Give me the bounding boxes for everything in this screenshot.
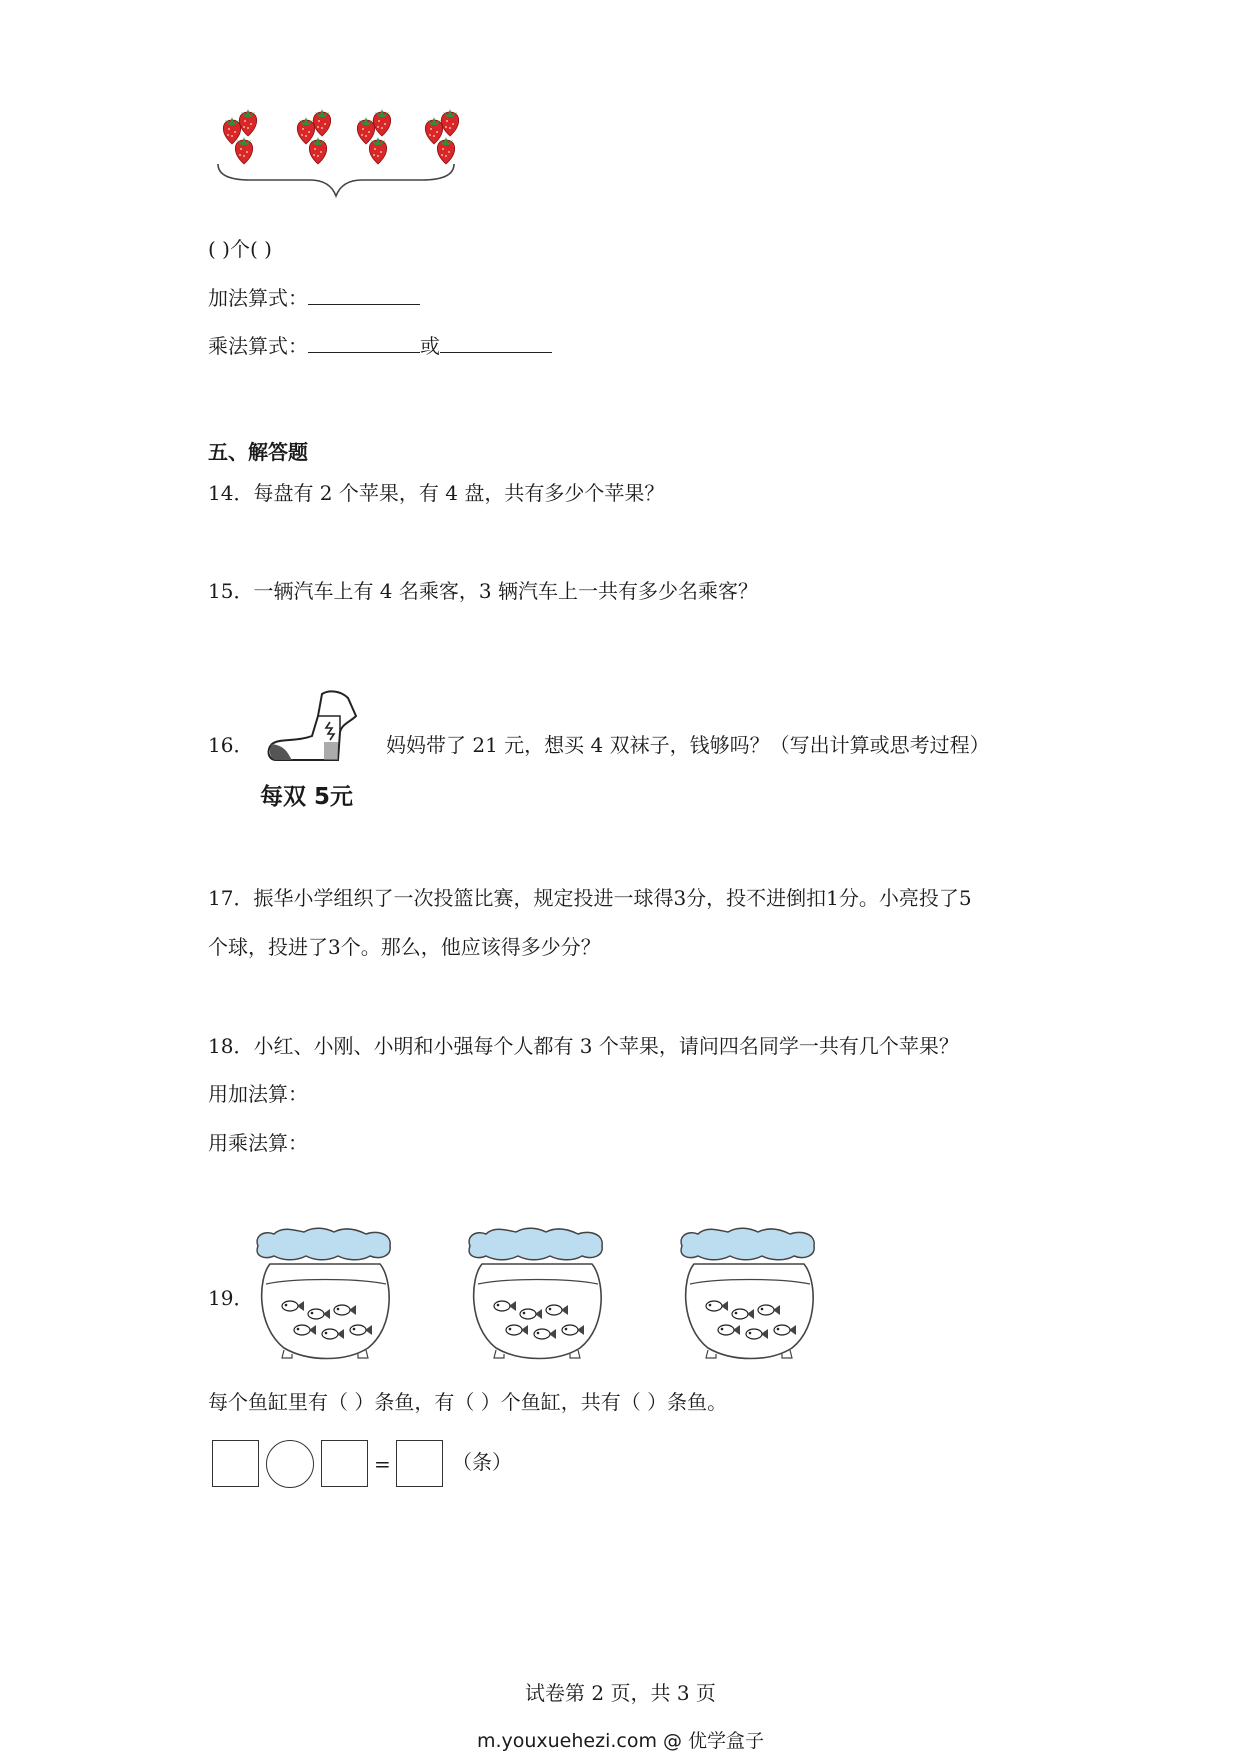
- multiplication-blank-2[interactable]: [440, 334, 552, 353]
- question-14: 14．每盘有 2 个苹果，有 4 盘，共有多少个苹果？: [208, 481, 665, 505]
- question-18: 18．小红、小刚、小明和小强每个人都有 3 个苹果，请问四名同学一共有几个苹果？: [208, 1034, 959, 1058]
- equation-box-1[interactable]: [212, 1440, 259, 1487]
- question-18-addition-prompt: 用加法算：: [208, 1082, 308, 1106]
- strawberry-group-3: [357, 109, 390, 164]
- question-19-text: 每个鱼缸里有（ ）条鱼，有（ ）个鱼缸，共有（ ）条鱼。: [208, 1390, 728, 1414]
- addition-expression-row: [208, 286, 420, 310]
- question-16-number: 16．: [208, 733, 254, 757]
- page-number-footer: 试卷第 2 页，共 3 页: [525, 1681, 716, 1705]
- strawberry-group-2: [297, 109, 330, 164]
- addition-label: 加法算式：: [208, 286, 308, 310]
- fish-tank-2: [469, 1228, 602, 1358]
- equation-box-2[interactable]: [321, 1440, 368, 1487]
- fish-tank-3: [681, 1228, 814, 1358]
- equation-result-box[interactable]: [396, 1440, 443, 1487]
- unit-label: （条）: [452, 1450, 512, 1474]
- fish-tanks-illustration: [250, 1222, 840, 1372]
- strawberry-group-4: [425, 109, 458, 164]
- fish-tank-1: [257, 1228, 390, 1358]
- question-18-multiplication-prompt: 用乘法算：: [208, 1131, 308, 1155]
- question-17-line-1: 17．振华小学组织了一次投篮比赛，规定投进一球得3分，投不进倒扣1分。小亮投了5: [208, 886, 972, 910]
- or-word: 或: [420, 334, 440, 358]
- question-17-line-2: 个球，投进了3个。那么，他应该得多少分？: [208, 935, 601, 959]
- equation-operator-circle[interactable]: [266, 1440, 314, 1488]
- question-15: 15．一辆汽车上有 4 名乘客，3 辆汽车上一共有多少名乘客？: [208, 579, 758, 603]
- source-watermark: m.youxuehezi.com @ 优学盒子: [476, 1730, 765, 1752]
- multiplication-label: 乘法算式：: [208, 334, 308, 358]
- section-5-title: 五、解答题: [208, 440, 308, 464]
- question-19-number: 19．: [208, 1286, 254, 1310]
- curly-brace: [218, 164, 454, 196]
- multiplication-blank-1[interactable]: [308, 334, 420, 353]
- strawberry-groups-illustration: [210, 100, 510, 210]
- multiplication-expression-row: [208, 334, 552, 358]
- sock-icon: [262, 688, 382, 768]
- equals-sign: =: [374, 1452, 391, 1476]
- addition-blank[interactable]: [308, 286, 420, 305]
- sock-price-label: 每双 5元: [260, 784, 354, 810]
- group-count-line: ( )个( ): [208, 237, 272, 261]
- question-16-text: 妈妈带了 21 元，想买 4 双袜子，钱够吗？（写出计算或思考过程）: [386, 733, 990, 757]
- strawberry-group-1: [223, 109, 256, 164]
